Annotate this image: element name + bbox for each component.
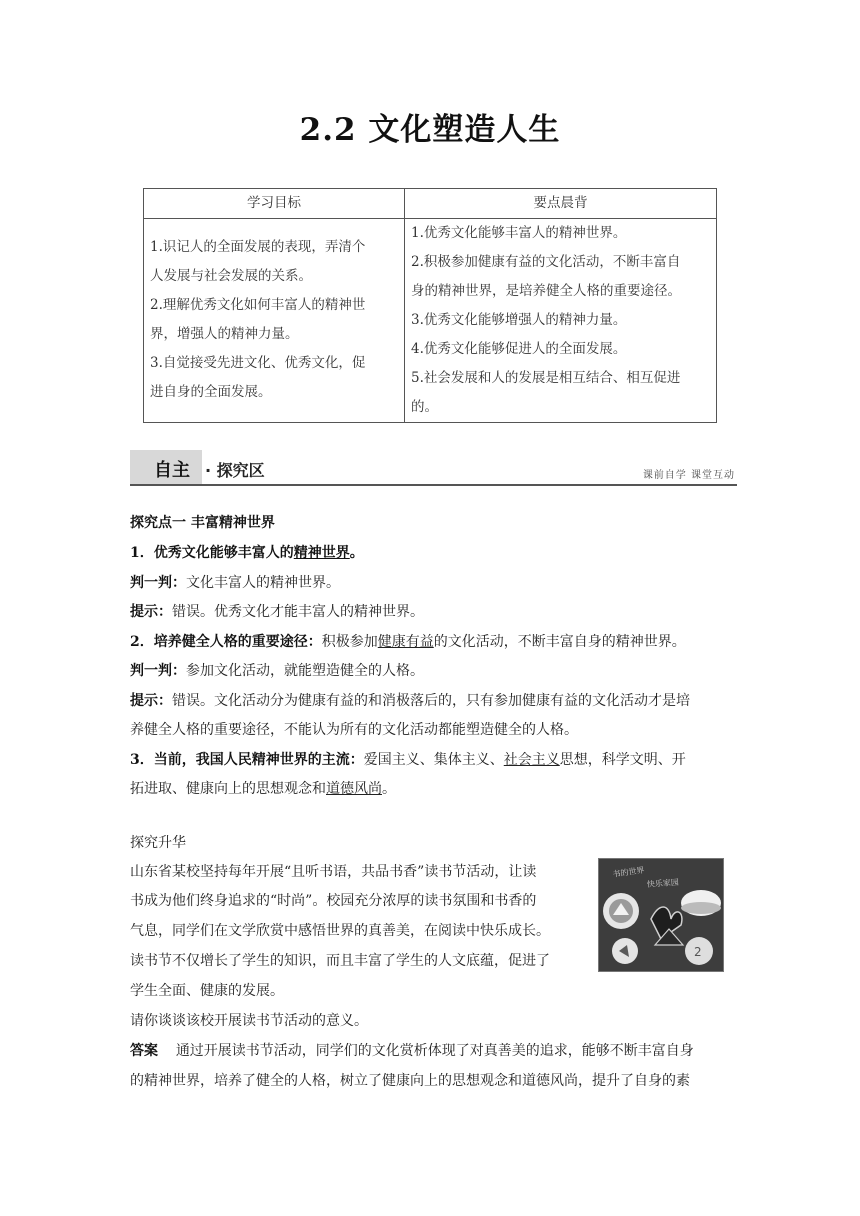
inquiry-line: 书成为他们终身追求的“时尚”。校园充分浓厚的读书氛围和书香的 bbox=[130, 893, 537, 909]
keypoints-cell bbox=[405, 219, 717, 423]
goal-line: 界，增强人的精神力量。 bbox=[150, 326, 299, 342]
point-3: 3．当前，我国人民精神世界的主流：爱国主义、集体主义、社会主义思想，科学文明、开 bbox=[130, 752, 686, 768]
table-header-keypoints: 要点晨背 bbox=[405, 189, 717, 219]
underlined-answer: 精神世界 bbox=[293, 545, 350, 561]
keypoint-line: 4.优秀文化能够促进人的全面发展。 bbox=[411, 341, 627, 357]
point-1: 1．优秀文化能够丰富人的精神世界。 bbox=[130, 545, 364, 561]
banner-main-label: 自主 bbox=[154, 460, 190, 481]
objectives-table bbox=[143, 188, 717, 423]
underlined-answer: 道德风尚 bbox=[326, 781, 382, 797]
underlined-answer: 健康有益 bbox=[377, 634, 434, 650]
inquiry-heading: 探究升华 bbox=[130, 835, 186, 851]
hint-1: 提示：错误。优秀文化才能丰富人的精神世界。 bbox=[130, 604, 424, 620]
banner-right-label: 课前自学 课堂互动 bbox=[642, 470, 735, 481]
svg-text:快乐家园: 快乐家园 bbox=[646, 877, 680, 889]
inquiry-line: 学生全面、健康的发展。 bbox=[130, 983, 284, 999]
keypoint-line: 1.优秀文化能够丰富人的精神世界。 bbox=[411, 225, 627, 241]
hint-2: 提示：错误。文化活动分为健康有益的和消极落后的，只有参加健康有益的文化活动才是培 bbox=[130, 693, 690, 709]
inquiry-line: 山东省某校坚持每年开展“且听书语，共品书香”读书节活动，让读 bbox=[130, 864, 537, 880]
svg-text:书的世界: 书的世界 bbox=[612, 865, 645, 879]
section-heading: 探究点一 丰富精神世界 bbox=[130, 515, 275, 531]
answer-line: 的精神世界，培养了健全的人格，树立了健康向上的思想观念和道德风尚，提升了自身的素 bbox=[130, 1073, 690, 1089]
inquiry-line: 读书节不仅增长了学生的知识，而且丰富了学生的人文底蕴，促进了 bbox=[130, 953, 550, 969]
point-2: 2．培养健全人格的重要途径：积极参加健康有益的文化活动，不断丰富自身的精神世界。 bbox=[130, 634, 686, 650]
keypoint-line: 3.优秀文化能够增强人的精神力量。 bbox=[411, 312, 627, 328]
goals-cell bbox=[144, 219, 405, 423]
svg-text:2: 2 bbox=[694, 945, 702, 959]
judge-2: 判一判：参加文化活动，就能塑造健全的人格。 bbox=[130, 663, 424, 679]
point-3-cont: 拓进取、健康向上的思想观念和道德风尚。 bbox=[130, 781, 396, 797]
answer-line: 答案 通过开展读书节活动，同学们的文化赏析体现了对真善美的追求，能够不断丰富自身 bbox=[130, 1043, 694, 1059]
banner-rule bbox=[130, 484, 737, 486]
keypoint-line: 2.积极参加健康有益的文化活动，不断丰富自 bbox=[411, 254, 681, 270]
reading-festival-image bbox=[598, 858, 724, 972]
hint-2-cont: 养健全人格的重要途径，不能认为所有的文化活动都能塑造健全的人格。 bbox=[130, 722, 578, 738]
reading-festival-illustration bbox=[599, 859, 723, 971]
section-banner bbox=[130, 450, 737, 486]
page-title: 2.2 文化塑造人生 bbox=[299, 112, 561, 148]
goal-line: 3.自觉接受先进文化、优秀文化，促 bbox=[150, 355, 366, 371]
keypoint-line: 5.社会发展和人的发展是相互结合、相互促进 bbox=[411, 370, 681, 386]
goal-line: 人发展与社会发展的关系。 bbox=[150, 268, 312, 284]
goal-line: 2.理解优秀文化如何丰富人的精神世 bbox=[150, 297, 366, 313]
goal-line: 进自身的全面发展。 bbox=[150, 384, 272, 400]
inquiry-line: 气息，同学们在文学欣赏中感悟世界的真善美，在阅读中快乐成长。 bbox=[130, 923, 550, 939]
table-header-goals: 学习目标 bbox=[144, 189, 405, 219]
judge-1: 判一判：文化丰富人的精神世界。 bbox=[130, 575, 340, 591]
keypoint-line: 的。 bbox=[411, 399, 438, 415]
underlined-answer: 社会主义 bbox=[503, 752, 560, 768]
goal-line: 1.识记人的全面发展的表现，弄清个 bbox=[150, 239, 366, 255]
banner-sub-label: · 探究区 bbox=[205, 461, 265, 480]
question-line: 请你谈谈该校开展读书节活动的意义。 bbox=[130, 1013, 368, 1029]
keypoint-line: 身的精神世界，是培养健全人格的重要途径。 bbox=[411, 283, 681, 299]
